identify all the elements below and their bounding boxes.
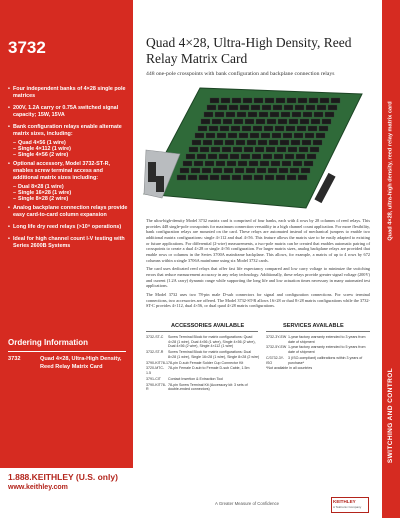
services-list [266, 335, 372, 371]
page-title: Quad 4×28, Ultra-High Density, Reed Relay Matrix Card [146, 35, 352, 67]
list-item [146, 350, 260, 359]
item-description: Screw Terminal Block for matrix configurations: Quad 4×28 (1 wire), Dual 4×56 (1 wire), Single 4×56 (2 wire), Dual 4×56 (2 wire), Single 4×112 (1 wire) [168, 335, 256, 349]
ordering-heading: Ordering Information [8, 338, 88, 347]
accessories-list [146, 335, 260, 393]
website-link[interactable]: www.keithley.com [8, 484, 68, 491]
feature-subitem: – Dual 8×28 (1 wire) [8, 184, 128, 191]
product-side-label: Quad 4×28, ultra-high density, reed relay matrix card [388, 101, 395, 241]
logo-text: KEITHLEY [333, 499, 356, 504]
feature-list [8, 86, 128, 255]
tagline: A Greater Measure of Confidence [215, 501, 280, 506]
item-code: 3790-KIT78-1 [146, 360, 168, 365]
item-code: 3732-3Y-EW [266, 335, 287, 339]
ordering-description: Quad 4×28, Ultra-High Density, Reed Relay Matrix Card [40, 356, 122, 370]
feature-item: • Long life dry reed relays (>10⁹ operations) [8, 224, 128, 231]
item-description: 78-pin D-sub Female Solder Cup Connector Kit [168, 360, 244, 365]
feature-item: • 200V, 1.2A carry or 0.75A switched signal capacity; 15W, 15VA [8, 105, 128, 119]
feature-subitem: – Single 16×28 (1 wire) [8, 190, 128, 197]
divider [8, 351, 126, 352]
services-note: *Not available in all countries [266, 366, 313, 371]
logo-subtext: A Tektronix Company [333, 505, 362, 509]
list-item [146, 377, 260, 382]
feature-item: • Bank configuration relays enable alternate matrix sizes, including: [8, 124, 128, 138]
feature-item: • Ideal for high channel count I-V testing with Series 2600B Systems [8, 236, 128, 250]
item-code: 3732-ST-R [146, 350, 164, 355]
feature-subitem: – Single 8×28 (2 wire) [8, 196, 128, 203]
item-description: 78-pin Female D-sub to Female D-sub Cable, 1.5m [168, 366, 250, 371]
model-number: 3732 [8, 38, 46, 57]
item-description: 1-year factory warranty extended to 3 years from date of shipment [288, 335, 366, 344]
feature-subitem: – Single 4×112 (1 wire) [8, 146, 128, 153]
item-code: 3790-KIT78-R [146, 382, 166, 392]
phone-number[interactable]: 1.888.KEITHLEY (U.S. only) [8, 472, 118, 482]
item-description: Screw Terminal Block for matrix configurations: Dual 8×28 (1 wire), Single 16×28 (1 wire), Single 8×28 (2 wire) [168, 350, 260, 359]
body-paragraph: The card uses dedicated reed relays that offer fast life expectancy compared and low carry voltage to minimize the switching errors that reduce measurement accuracy in any relay technology. Additionally, these relays provide greater signal voltage (200V) and current (1.2A carry) dynamic range while supporting the long life and low actuation times necessary in many automated test applications. [146, 266, 370, 289]
list-item [146, 383, 260, 392]
list-item [146, 361, 260, 366]
body-text [146, 218, 370, 312]
feature-item: • Four independent banks of 4×28 single pole matrices [8, 86, 128, 100]
item-code: 3732-ST-C [146, 335, 164, 339]
services-heading: SERVICES AVAILABLE [283, 323, 344, 329]
feature-item: • Analog backplane connection relays provide easy card-to-card column expansion [8, 205, 128, 219]
sidebar [0, 0, 133, 518]
item-description: 1-year factory warranty extended to 5 years from date of shipment [288, 345, 366, 355]
page-subtitle: 448 one-pole crosspoints with bank configuration and backplane connection relays [146, 71, 335, 77]
list-item [146, 335, 260, 349]
body-paragraph: The Model 3732 uses two 78-pin male D-sub connectors for signal and configuration connections. For screw terminal connections, two accessories are offered. The Model 3732-ST-R allows 16×28 or dual 8×28 matrix configurations while the 3732-ST-C provides 4×112, dual 4×56, or dual quad 4×28 matrix configurations. [146, 292, 370, 309]
section-side-label: SWITCHING AND CONTROL [387, 367, 395, 463]
product-photo [140, 84, 366, 212]
item-description: 78-pin Screw Terminal Kit (Accessory kit: 3 sets of double-ended connectors) [168, 382, 248, 392]
item-code: 3720-MTC-1.5 [146, 366, 165, 376]
feature-item: • Optional accessory, Model 3732-ST-R, enables screw terminal access and additional matrix sizes including: [8, 161, 128, 182]
item-code: 3791-CIT [146, 376, 161, 381]
feature-subitem: – Quad 4×56 (1 wire) [8, 140, 128, 147]
item-description: 3 (ISO-compliant) calibrations within 3 years of purchase* [288, 355, 363, 365]
body-paragraph: The ultra-high-density Model 3732 matrix card is comprised of four banks, each with 4 rows by 28 columns of reed relays. This provides 448 single-pole crosspoints for maximum connection versatility in a high channel count application. For more flexibility, bank configuration relays are mounted on the card. These relays are automated instead of mechanical jumpers to enable two additional matrix configurations: single 4×112 and dual 4×56. This feature allows the matrix size to be easily adapted to existing or future applications. For differential (2-wire) measurements, a two-pole matrix can be created that enables automatic pairing of crosspoints to create a dual 4×28 or single 4×56 configuration. For larger matrix sizes, analog backplane relays are provided that enable rows or columns in the Series 3700A mainframe backplane. This allows, for example, a matrix of up to 4 rows by 672 columns within a single 3706A mainframe using six Model 3732 cards. [146, 218, 370, 263]
list-item [266, 345, 372, 354]
item-code: 3732-5Y-EW [266, 345, 287, 350]
feature-subitem: – Single 4×56 (2 wire) [8, 152, 128, 159]
accessories-heading: ACCESSORIES AVAILABLE [171, 323, 245, 329]
ordering-model: 3732 [8, 356, 21, 362]
item-description: Contact Insertion & Extraction Tool [168, 376, 224, 381]
list-item [266, 335, 372, 344]
list-item [146, 366, 260, 375]
list-item [266, 356, 372, 365]
item-code: C/3732-3Y-ISO [266, 355, 285, 365]
divider [146, 331, 258, 332]
divider [266, 331, 370, 332]
